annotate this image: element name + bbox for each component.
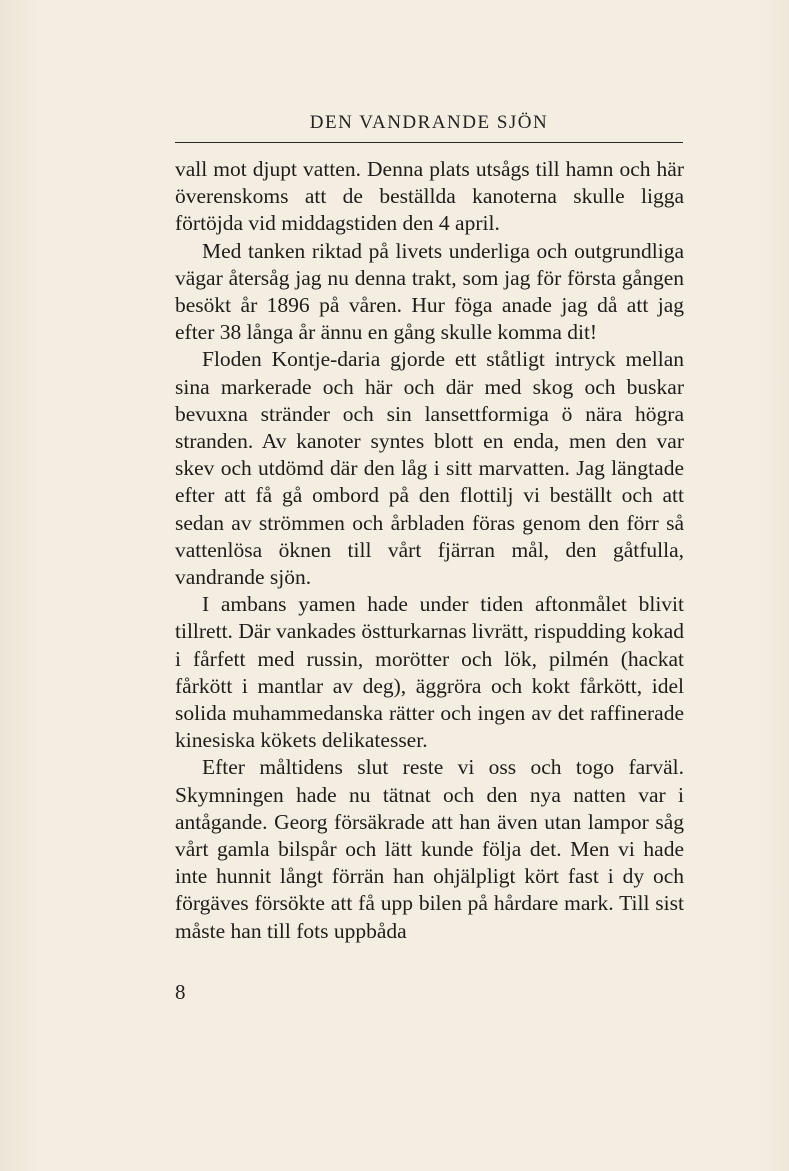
header-rule [175, 142, 683, 143]
paragraph-2: Med tanken riktad på livets underliga och outgrundliga vägar återsåg jag nu denna trakt, som jag för första gången besökt år 1896 på våren. Hur föga anade jag då att jag efter 38 långa år ännu en gång skulle komma dit! [175, 238, 684, 345]
body-text [175, 156, 684, 945]
page-number: 8 [175, 980, 186, 1004]
paragraph-3: Floden Kontje-daria gjorde ett ståtligt intryck mellan sina markerade och här och där med skog och buskar bevuxna stränder och sin lansettformiga ö nära högra stranden. Av kanoter syntes blott en enda, men den var skev och utdömd där den låg i sitt marvatten. Jag längtade efter att få gå ombord på den flottilj vi beställt och att sedan av strömmen och årbladen föras genom den förr så vattenlösa öknen till vårt fjärran mål, den gåtfulla, vandrande sjön. [175, 347, 684, 590]
paragraph-4: I ambans yamen hade under tiden aftonmålet blivit tillrett. Där vankades östturkarnas livrätt, rispudding kokad i fårfett med russin, morötter och lök, pilmén (hackat fårkött i mantlar av deg), äggröra och kokt fårkött, idel solida muhammedanska rätter och ingen av det raffinerade kinesiska kökets delikatesser. [175, 592, 684, 753]
paragraph-1: vall mot djupt vatten. Denna plats utsågs till hamn och här överenskoms att de beställda kanoterna skulle ligga förtöjda vid middagstiden den 4 april. [175, 157, 684, 236]
running-head: DEN VANDRANDE SJÖN [309, 112, 549, 133]
paragraph-5: Efter måltidens slut reste vi oss och togo farväl. Skymningen hade nu tätnat och den nya natten var i antågande. Georg försäkrade att han även utan lampor såg vårt gamla bilspår och lätt kunde följa det. Men vi hade inte hunnit långt förrän han ohjälpligt kört fast i dy och förgäves försökte att få upp bilen på hårdare mark. Till sist måste han till fots uppbåda [175, 755, 684, 943]
